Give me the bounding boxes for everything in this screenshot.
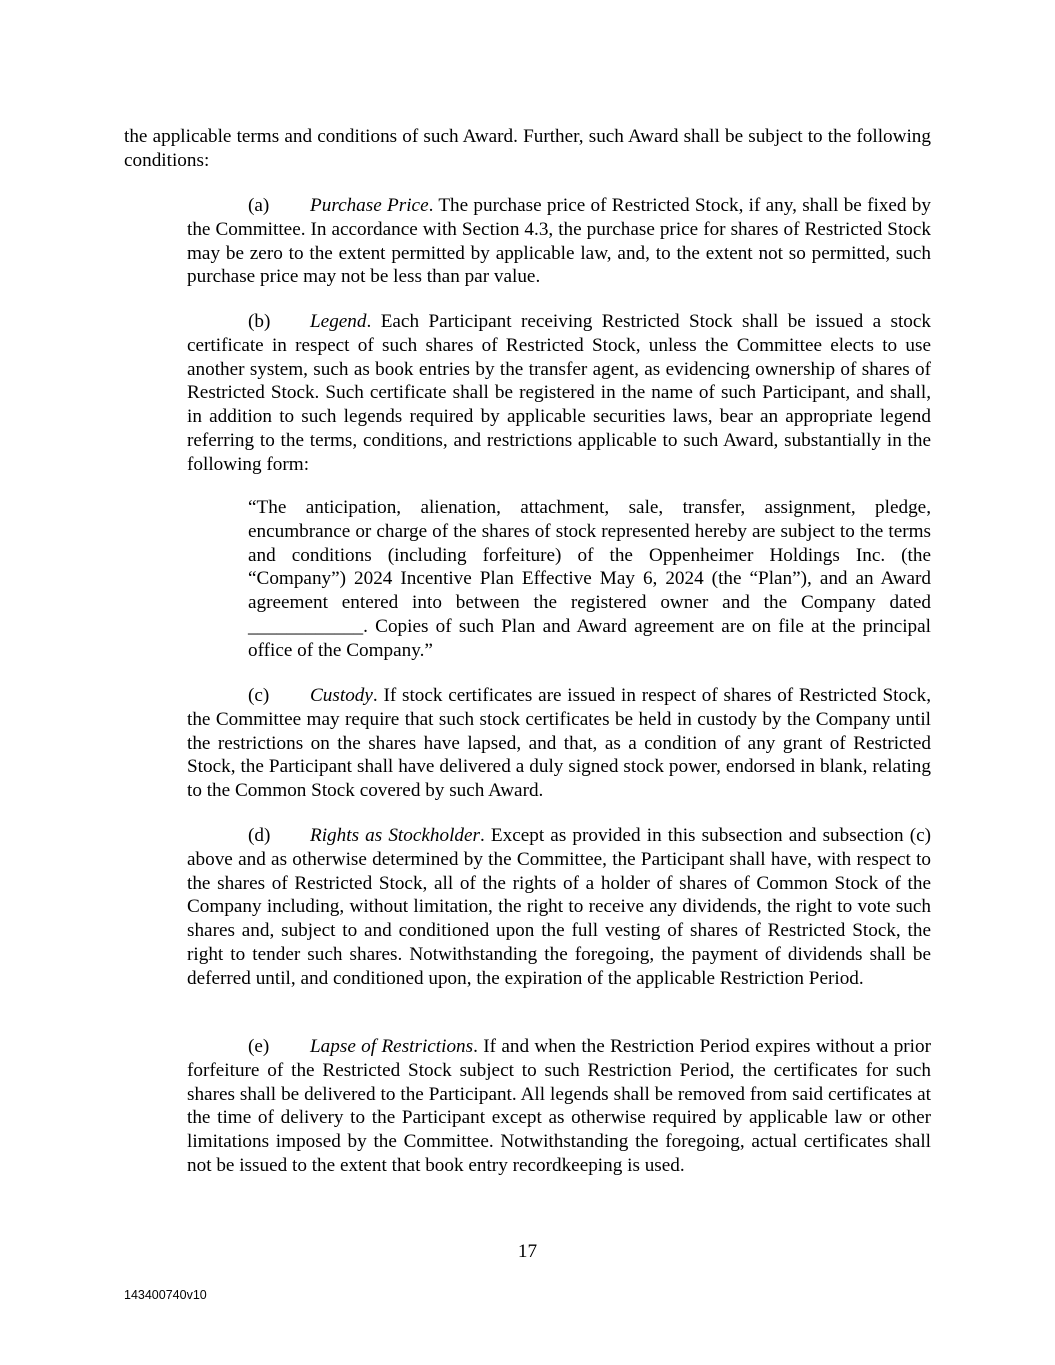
section-e-label: (e) — [248, 1036, 270, 1057]
legend-quote-paragraph: “The anticipation, alienation, attachment, sale, transfer, assignment, pledge, encumbrance or charge of the shares of stock represented hereby are subject to the terms and conditions (including forfeiture) of the Oppenheimer Holdings Inc. (the “Company”) 2024 Incentive Plan Effective May 6, 2024 (the “Plan”), and an Award agreement entered into between the registered owner and the Company dated ____________. Copies of such Plan and Award agreement are on file at the principal office of the Company.” — [248, 497, 931, 661]
section-d-label: (d) — [248, 825, 271, 846]
section-c-title: Custody — [310, 685, 373, 706]
section-d-paragraph — [187, 824, 931, 991]
page-number: 17 — [517, 1241, 538, 1262]
section-a-label: (a) — [248, 195, 270, 216]
document-id: 143400740v10 — [124, 1288, 207, 1302]
section-d-text: . Except as provided in this subsection and subsection (c) above and as otherwise determined by the Committee, the Participant shall have, with respect to the shares of Restricted Stock, all of the rights of a holder of shares of Common Stock of the Company including, without limitation, the right to receive any dividends, the right to vote such shares and, subject to and conditioned upon the full vesting of shares of Restricted Stock, the right to tender such shares. Notwithstanding the foregoing, the payment of dividends shall be deferred until, and conditioned upon, the expiration of the applicable Restriction Period. — [187, 825, 931, 989]
section-d-title: Rights as Stockholder — [310, 825, 480, 846]
section-a-text: . The purchase price of Restricted Stock, if any, shall be fixed by the Committee. In accordance with Section 4.3, the purchase price for shares of Restricted Stock may be zero to the extent permitted by applicable law, and, to the extent not so permitted, such purchase price may not be less than par value. — [187, 195, 931, 288]
section-c-paragraph — [187, 684, 931, 803]
section-b-paragraph — [187, 310, 931, 477]
section-e-text: . If and when the Restriction Period expires without a prior forfeiture of the Restricted Stock subject to such Restriction Period, the certificates for such shares shall be delivered to the Participant. All legends shall be removed from said certificates at the time of delivery to the Participant except as otherwise required by applicable law or other limitations imposed by the Committee. Notwithstanding the foregoing, actual certificates shall not be issued to the extent that book entry recordkeeping is used. — [187, 1036, 931, 1176]
section-b-text: . Each Participant receiving Restricted Stock shall be issued a stock certificate in respect of such shares of Restricted Stock, unless the Committee elects to use another system, such as book entries by the transfer agent, as evidencing ownership of shares of Restricted Stock. Such certificate shall be registered in the name of such Participant, and shall, in addition to such legends required by applicable securities laws, bear an appropriate legend referring to the terms, conditions, and restrictions applicable to such Award, substantially in the following form: — [187, 311, 931, 475]
section-a-title: Purchase Price — [310, 195, 429, 216]
section-c-label: (c) — [248, 685, 270, 706]
section-b-label: (b) — [248, 311, 271, 332]
section-e-title: Lapse of Restrictions — [310, 1036, 474, 1057]
intro-paragraph: the applicable terms and conditions of such Award. Further, such Award shall be subject to the following conditions: — [124, 126, 931, 171]
section-b-title: Legend — [310, 311, 367, 332]
section-c-text: . If stock certificates are issued in respect of shares of Restricted Stock, the Committee may require that such stock certificates be held in custody by the Company until the restrictions on the shares have lapsed, and that, as a condition of any grant of Restricted Stock, the Participant shall have delivered a duly signed stock power, endorsed in blank, relating to the Common Stock covered by such Award. — [187, 685, 931, 802]
section-e-paragraph — [187, 1035, 931, 1178]
section-a-paragraph — [187, 194, 931, 289]
